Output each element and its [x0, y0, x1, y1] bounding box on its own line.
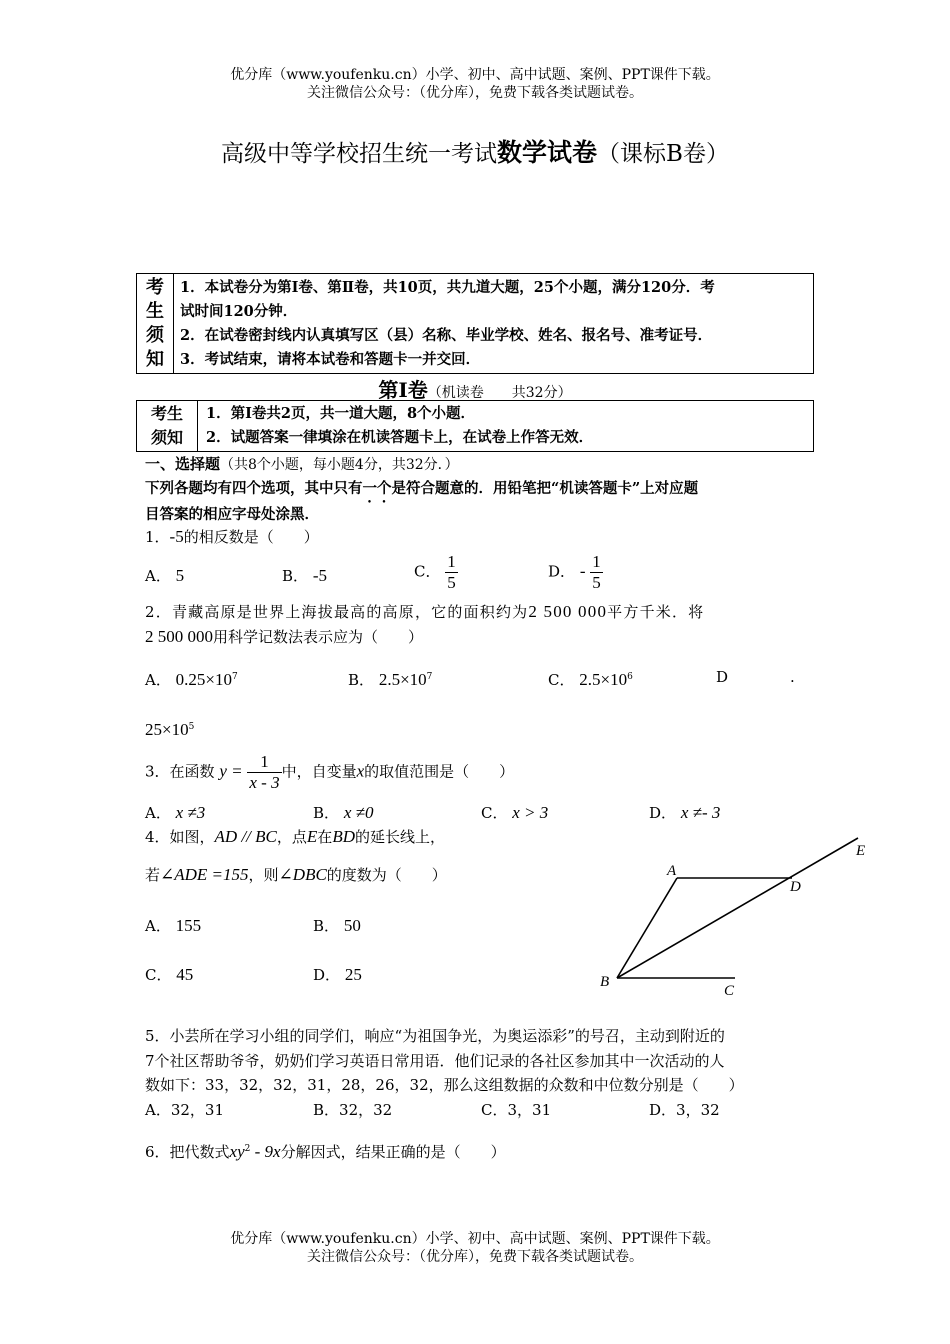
- notice-1-label: [137, 274, 174, 374]
- q3-option-b: [313, 800, 373, 826]
- option-value: x ≠3: [175, 803, 206, 822]
- notice-1-label-char: 考: [146, 276, 164, 298]
- part-1-heading: [0, 374, 950, 403]
- q2-option-d-label: D: [716, 668, 729, 686]
- option-label: B．: [348, 671, 375, 689]
- label-c: C: [724, 983, 735, 999]
- fraction-denominator: 5: [447, 573, 456, 592]
- question-2-line-2: [145, 624, 423, 650]
- question-1: [145, 524, 319, 550]
- notice-2-items: [198, 401, 814, 452]
- q4-text: 在: [317, 828, 333, 846]
- option-exponent: 5: [188, 722, 195, 732]
- option-value: 2.5×10: [378, 670, 427, 689]
- notice-table-2: [136, 400, 814, 452]
- q4-text: 的度数为（ ）: [326, 866, 447, 884]
- q3-option-c: [481, 800, 548, 826]
- question-5-line-1: 5．小芸所在学习小组的同学们，响应“为祖国争光，为奥运添彩”的号召，主动到附近的: [145, 1027, 725, 1045]
- option-value: 155: [175, 916, 202, 935]
- option-label: D．: [313, 966, 341, 984]
- option-label: A．: [145, 671, 171, 689]
- option-label: A．: [145, 567, 171, 585]
- q2-option-d-value: [145, 714, 194, 743]
- q4-math: E: [306, 827, 318, 846]
- q2-option-c: [548, 664, 633, 693]
- q5-option-d: D．3，32: [649, 1101, 720, 1119]
- q1-expr: -5: [169, 527, 184, 546]
- q6-math: - 9x: [250, 1142, 281, 1161]
- part-1-subtitle: （机读卷 共32分）: [427, 385, 572, 401]
- option-exponent: 6: [627, 672, 633, 682]
- q2-number: 2 500 000: [528, 602, 608, 621]
- notice-2-item: 1．第Ⅰ卷共2页，共一道大题，8个小题．: [206, 405, 476, 422]
- notice-1-label-char: 生: [146, 300, 164, 322]
- q2-text: 2．青藏高原是世界上海拔最高的高原，它的面积约为: [145, 603, 529, 621]
- segment-be: [617, 838, 858, 978]
- q4-text: 的延长线上，: [354, 828, 445, 846]
- q1-option-a: [145, 563, 184, 589]
- instr-emphasis: 一个: [362, 480, 392, 497]
- q4-math: AD // BC: [214, 827, 277, 846]
- part-1-title: 第Ⅰ卷: [378, 378, 428, 402]
- q6-exponent: 2: [244, 1144, 251, 1154]
- q3-var-x: x: [356, 761, 365, 781]
- q4-text: ，点: [276, 828, 307, 846]
- q3-text: 3．在函数: [145, 762, 215, 781]
- q1-number: 1．: [145, 528, 170, 546]
- option-label: A．: [145, 804, 171, 822]
- label-a: A: [667, 863, 677, 879]
- q2-option-b: [348, 664, 432, 693]
- notice-2-label-line: 须知: [150, 428, 183, 447]
- notice-1-item: 1．本试卷分为第Ⅰ卷、第Ⅱ卷，共10页，共九道大题，25个小题，满分120分．考: [180, 278, 715, 296]
- q3-text: 的取值范围是（ ）: [364, 762, 515, 781]
- option-label: C．: [145, 966, 172, 984]
- q5-option-b: B．32，32: [313, 1101, 393, 1119]
- q2-number: 2 500 000: [145, 627, 213, 646]
- option-value: 25: [344, 965, 362, 984]
- q3-option-a: [145, 800, 205, 826]
- q4-option-a: [145, 913, 201, 939]
- title-main: 数学试卷: [497, 138, 598, 167]
- q2-text: 平方千米．将: [607, 603, 705, 621]
- section-heading: [145, 451, 459, 478]
- fraction-numerator: 1: [592, 552, 601, 571]
- fraction-denominator: 5: [592, 573, 601, 592]
- q3-text: 中，自变量: [281, 762, 357, 781]
- title-suffix: （课标B卷）: [597, 141, 729, 167]
- notice-1-items: [174, 274, 814, 374]
- q6-text: 6．把代数式: [145, 1143, 230, 1161]
- q3-option-d: [649, 800, 720, 826]
- option-value: 5: [175, 566, 185, 585]
- q1-option-c: [414, 552, 458, 593]
- option-value: 45: [176, 965, 194, 984]
- q4-option-d: [313, 962, 362, 988]
- q1-option-d: [548, 552, 603, 593]
- option-value: 50: [343, 916, 361, 935]
- q2-option-a: [145, 664, 238, 693]
- notice-2-item: 2．试题答案一律填涂在机读答题卡上，在试卷上作答无效．: [206, 429, 594, 446]
- notice-1-item: 3．考试结束，请将本试卷和答题卡一并交回．: [180, 350, 481, 368]
- q4-math: BD: [332, 827, 355, 846]
- question-5-line-2: 7个社区帮助爷爷，奶奶们学习英语日常用语．他们记录的各社区参加其中一次活动的人: [145, 1052, 725, 1070]
- option-label: A．: [145, 917, 171, 935]
- option-label: C．: [414, 562, 441, 581]
- q4-geometry-figure: [590, 830, 880, 1005]
- fraction-denominator: x - 3: [249, 773, 280, 792]
- q1-c-fraction: [445, 552, 458, 593]
- question-3: [145, 752, 514, 793]
- q2-text: 用科学记数法表示应为（ ）: [213, 628, 424, 646]
- section-instruction-2: 目答案的相应字母处涂黑．: [145, 506, 319, 523]
- option-sign: -: [579, 561, 586, 581]
- header-line-1: 优分库（www.youfenku.cn）小学、初中、高中试题、案例、PPT课件下载。: [230, 67, 720, 83]
- question-4-line-2: [145, 862, 447, 888]
- question-6: [145, 1136, 506, 1165]
- q5-option-c: C．3，31: [481, 1101, 552, 1119]
- option-value: -5: [312, 566, 327, 585]
- segment-ba: [617, 878, 677, 978]
- option-value: 25×10: [145, 720, 189, 739]
- q4-math: ∠DBC: [278, 865, 327, 884]
- footer-line-2: 关注微信公众号：（优分库），免费下载各类试题试卷。: [307, 1249, 643, 1265]
- q4-text: 4．如图，: [145, 828, 215, 846]
- q1-text: 的相反数是（ ）: [183, 528, 319, 546]
- notice-1-item: 试时间120分钟．: [180, 302, 298, 320]
- option-value: 0.25×10: [175, 670, 232, 689]
- option-label: B．: [313, 917, 340, 935]
- q4-math: ∠ADE =155: [160, 865, 249, 884]
- question-2-line-1: [145, 599, 704, 625]
- notice-2-label: [137, 401, 198, 452]
- q1-d-fraction: [590, 552, 603, 593]
- q4-option-b: [313, 913, 361, 939]
- q6-math: xy: [229, 1142, 245, 1161]
- notice-1-label-char: 须: [146, 324, 164, 346]
- q4-option-c: [145, 962, 193, 988]
- notice-1-item: 2．在试卷密封线内认真填写区（县）名称、毕业学校、姓名、报名号、准考证号．: [180, 326, 713, 344]
- fraction-numerator: 1: [247, 752, 281, 773]
- q3-var-y: y =: [219, 761, 243, 781]
- q4-text: ，则: [248, 866, 279, 884]
- option-value: x ≠- 3: [680, 803, 721, 822]
- option-value: x ≠0: [343, 803, 374, 822]
- q4-text: 若: [145, 866, 161, 884]
- fraction-numerator: 1: [447, 552, 456, 571]
- label-e: E: [856, 843, 866, 859]
- option-label: D．: [649, 804, 677, 822]
- page-title: [0, 133, 950, 169]
- option-label: D．: [548, 562, 576, 581]
- option-label: C．: [548, 671, 575, 689]
- title-prefix: 高级中等学校招生统一考试: [221, 141, 498, 167]
- label-b: B: [600, 974, 610, 990]
- option-label: B．: [282, 567, 309, 585]
- section-heading-title: 一、选择题: [145, 455, 221, 473]
- instr-part: 下列各题均有四个选项，其中只有: [145, 480, 363, 497]
- question-5-line-3: 数如下：33，32，32，31，28，26，32，那么这组数据的众数和中位数分别是（ ）: [145, 1076, 744, 1094]
- header-line-2: 关注微信公众号：（优分库），免费下载各类试题试卷。: [307, 85, 643, 101]
- label-d: D: [790, 879, 801, 895]
- footer-line-1: 优分库（www.youfenku.cn）小学、初中、高中试题、案例、PPT课件下载。: [230, 1231, 720, 1247]
- notice-1-label-char: 知: [146, 348, 164, 370]
- notice-table-1: [136, 273, 814, 374]
- option-exponent: 7: [426, 672, 433, 682]
- section-heading-note: （共8个小题，每小题4分，共32分．）: [220, 457, 459, 473]
- option-label: B．: [313, 804, 340, 822]
- q2-option-d-dot: .: [790, 668, 795, 686]
- option-value: x > 3: [512, 803, 549, 822]
- option-label: C．: [481, 804, 508, 822]
- option-value: 2.5×10: [579, 670, 628, 689]
- q1-option-b: [282, 563, 327, 589]
- q3-fraction: [247, 752, 281, 793]
- q6-text: 分解因式，结果正确的是（ ）: [280, 1143, 506, 1161]
- instr-part: 是符合题意的．用铅笔把“机读答题卡”上对应题: [391, 480, 699, 497]
- q5-option-a: A．32，31: [145, 1101, 225, 1119]
- notice-2-label-line: 考生: [150, 404, 183, 423]
- question-4-line-1: [145, 824, 445, 850]
- option-exponent: 7: [231, 672, 238, 682]
